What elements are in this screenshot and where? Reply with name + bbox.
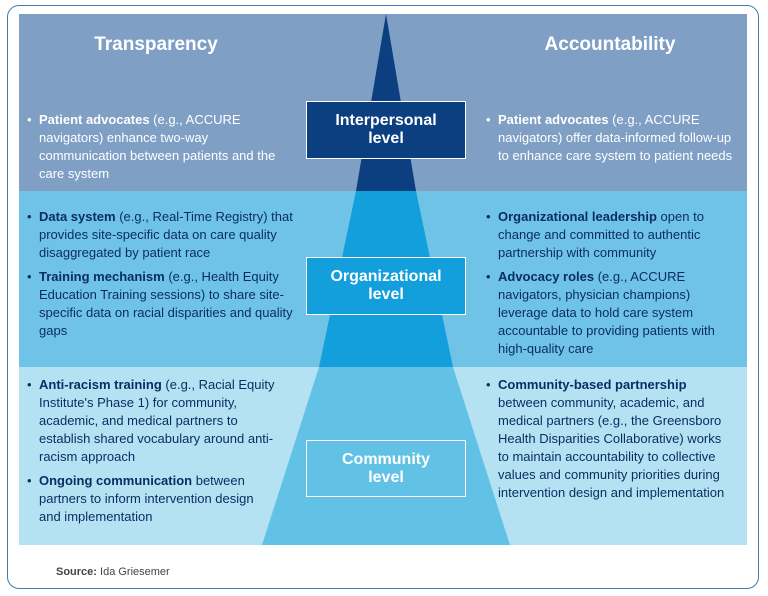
transparency-community	[27, 376, 277, 532]
accountability-interpersonal	[486, 111, 736, 171]
list-item: • Anti-racism training (e.g., Racial Equity Institute's Phase 1) for community, academic, and medical partners to establish shared vocabulary around anti-racism approach	[27, 376, 277, 466]
transparency-organizational	[27, 208, 297, 346]
list-item: • Community-based partnership between community, academic, and medical partners (e.g., the Greensboro Health Disparities Collaborative) works to maintain accountability to collective values and community priorities during intervention design and implementation	[486, 376, 730, 502]
accountability-organizational	[486, 208, 740, 364]
organizational-level-label: Organizational level	[306, 257, 466, 315]
source-credit: Source: Ida Griesemer	[56, 566, 170, 578]
list-item: • Training mechanism (e.g., Health Equity Education Training sessions) to share site-specific data on racial disparities and quality gaps	[27, 268, 297, 340]
list-item: • Patient advocates (e.g., ACCURE navigators) enhance two-way communication between patients and the care system	[27, 111, 292, 183]
list-item: • Ongoing communication between partners to inform intervention design and implementation	[27, 472, 277, 526]
accountability-community	[486, 376, 730, 508]
list-item: • Organizational leadership open to change and committed to authentic partnership with community	[486, 208, 740, 262]
interpersonal-level-label: Interpersonal level	[306, 101, 466, 159]
list-item: • Advocacy roles (e.g., ACCURE navigators, physician champions) leverage data to hold care system accountable to providing patients with high-quality care	[486, 268, 740, 358]
transparency-interpersonal	[27, 111, 292, 189]
list-item: • Data system (e.g., Real-Time Registry) that provides site-specific data on care quality disaggregated by patient race	[27, 208, 297, 262]
transparency-heading: Transparency	[94, 34, 218, 55]
community-level-label: Community level	[306, 440, 466, 497]
accountability-heading: Accountability	[544, 34, 676, 55]
list-item: • Patient advocates (e.g., ACCURE navigators) offer data-informed follow-up to enhance care system to patient needs	[486, 111, 736, 165]
